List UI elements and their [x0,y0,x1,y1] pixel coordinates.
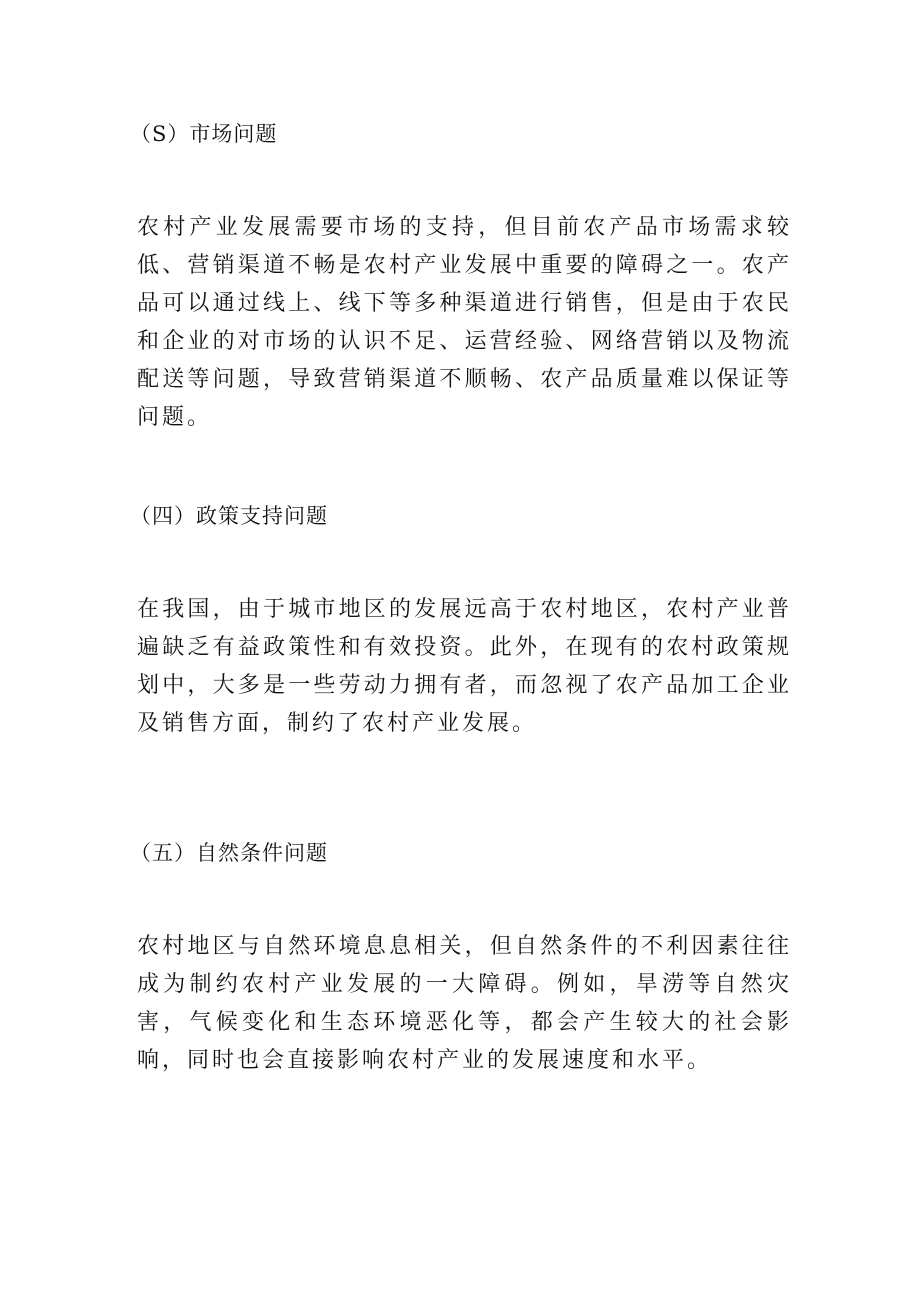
section-paragraph-policy: 在我国，由于城市地区的发展远高于农村地区，农村产业普遍缺乏有益政策性和有效投资。此外，在现有的农村政策规划中，大多是一些劳动力拥有者，而忽视了农产品加工企业及销售方面，制约了农村产业发展。 [137,597,792,736]
section-paragraph-nature: 农村地区与自然环境息息相关，但自然条件的不利因素往往成为制约农村产业发展的一大障碍。例如，旱涝等自然灾害，气候变化和生态环境恶化等，都会产生较大的社会影响，同时也会直接影响农村产业的发展速度和水平。 [137,934,792,1073]
section-heading-policy: （四）政策支持问题 [130,504,328,528]
section-heading-market: （S）市场问题 [130,122,278,146]
section-paragraph-market: 农村产业发展需要市场的支持，但目前农产品市场需求较低、营销渠道不畅是农村产业发展中重要的障碍之一。农产品可以通过线上、线下等多种渠道进行销售，但是由于农民和企业的对市场的认识不足、运营经验、网络营销以及物流配送等问题，导致营销渠道不顺畅、农产品质量难以保证等问题。 [137,215,792,430]
section-heading-nature: （五）自然条件问题 [130,841,328,865]
